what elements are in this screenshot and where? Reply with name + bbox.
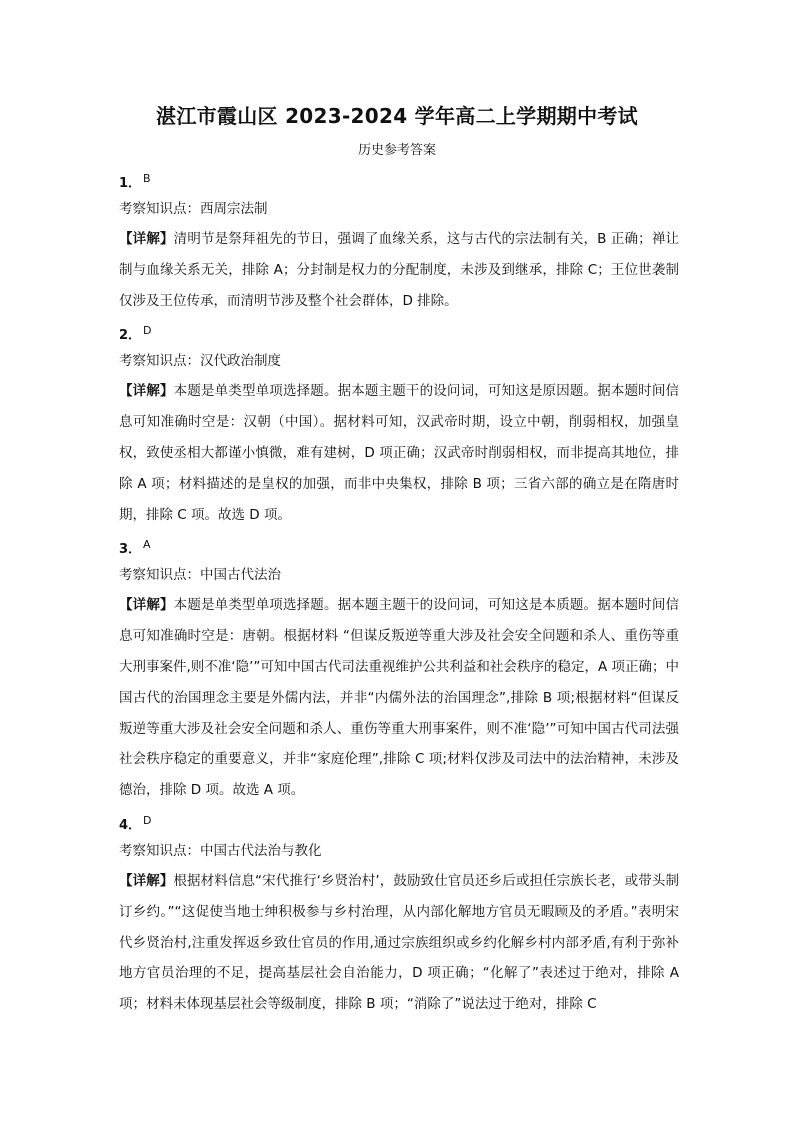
question-detail bbox=[119, 866, 679, 1020]
detail-tag: 【详解】 bbox=[119, 383, 174, 400]
question-3 bbox=[119, 530, 679, 806]
question-answer: D bbox=[143, 813, 152, 827]
question-topic: 考察知识点：汉代政治制度 bbox=[119, 353, 281, 370]
document-title: 湛江市霞山区 2023-2024 学年高二上学期期中考试 bbox=[156, 104, 638, 128]
detail-text: 清明节是祭拜祖先的节日，强调了血缘关系，这与古代的宗法制有关，B 正确；禅让制与血缘关系无关，排除 A；分封制是权力的分配制度，未涉及到继承，排除 C；王位世袭制仅涉及王位传承，而清明节涉及整个社会群体，D 排除。 bbox=[119, 231, 680, 309]
question-number-line bbox=[119, 806, 679, 836]
question-topic: 考察知识点：西周宗法制 bbox=[119, 201, 268, 217]
question-detail bbox=[119, 590, 679, 806]
detail-text: 本题是单类型单项选择题。据本题主题干的设问词，可知这是原因题。据本题时间信息可知准确时空是：汉朝（中国）。据材料可知，汉武帝时期，设立中朝，削弱相权，加强皇权，致使丞相大都谨小慎微，难有建树，D 项正确；汉武帝时削弱相权，而非提高其地位，排除 A 项；材料描述的是皇权的加强，而非中央集权，排除 B 项；三省六部的确立是在隋唐时期，排除 C 项。故选 D 项。 bbox=[119, 383, 680, 523]
question-topic: 考察知识点：中国古代法治 bbox=[119, 567, 281, 584]
question-answer: A bbox=[143, 538, 151, 552]
detail-text: 本题是单类型单项选择题。据本题主题干的设问词，可知这是本质题。据本题时间信息可知准确时空是：唐朝。根据材料 “但谋反叛逆等重大涉及社会安全问题和杀人、重伤等重大刑事案件,则不准‘隐’”可知中国古代司法重视维护公共利益和社会秩序的稳定，A 项正确；中国古代的治国理念主要是外儒内法，并非“内儒外法的治国理念”,排除 B 项;根据材料“但谋反叛逆等重大涉及社会安全问题和杀人、重伤等重大刑事案件，则不准‘隐’”可知中国古代司法强社会秩序稳定的重要意义，并非“家庭伦理”,排除 C 项;材料仅涉及司法中的法治精神，未涉及德治，排除 D 项。故选 A 项。 bbox=[119, 597, 680, 799]
question-number-line bbox=[119, 164, 679, 194]
answer-list bbox=[119, 164, 679, 1020]
detail-text: 根据材料信息“宋代推行‘乡贤治村’，鼓励致仕官员还乡后或担任宗族长老，或带头制订乡约。”“这促使当地士绅积极参与乡村治理，从内部化解地方官员无暇顾及的矛盾。”表明宋代乡贤治村,注重发挥返乡致仕官员的作用,通过宗族组织或乡约化解乡村内部矛盾,有利于弥补地方官员治理的不足，提高基层社会自治能力，D 项正确；“化解了”表述过于绝对，排除 A 项；材料未体现基层社会等级制度，排除 B 项；“消除了”说法过于绝对，排除 C bbox=[119, 872, 679, 1013]
question-number-line bbox=[119, 530, 679, 560]
question-number: 4． bbox=[119, 817, 142, 833]
question-detail bbox=[119, 376, 679, 530]
detail-tag: 【详解】 bbox=[119, 231, 174, 247]
document-subtitle: 历史参考答案 bbox=[357, 143, 436, 158]
question-answer: B bbox=[143, 172, 151, 185]
detail-tag: 【详解】 bbox=[119, 872, 174, 889]
question-detail bbox=[119, 224, 679, 316]
detail-tag: 【详解】 bbox=[119, 597, 174, 614]
question-1 bbox=[119, 164, 679, 316]
question-4 bbox=[119, 806, 679, 1020]
question-number-line bbox=[119, 316, 679, 346]
question-topic: 考察知识点：中国古代法治与教化 bbox=[119, 842, 322, 859]
question-number: 3． bbox=[119, 542, 142, 558]
question-2 bbox=[119, 316, 679, 530]
question-number: 1． bbox=[119, 176, 142, 191]
question-answer: D bbox=[143, 324, 152, 338]
question-number: 2． bbox=[119, 328, 142, 344]
